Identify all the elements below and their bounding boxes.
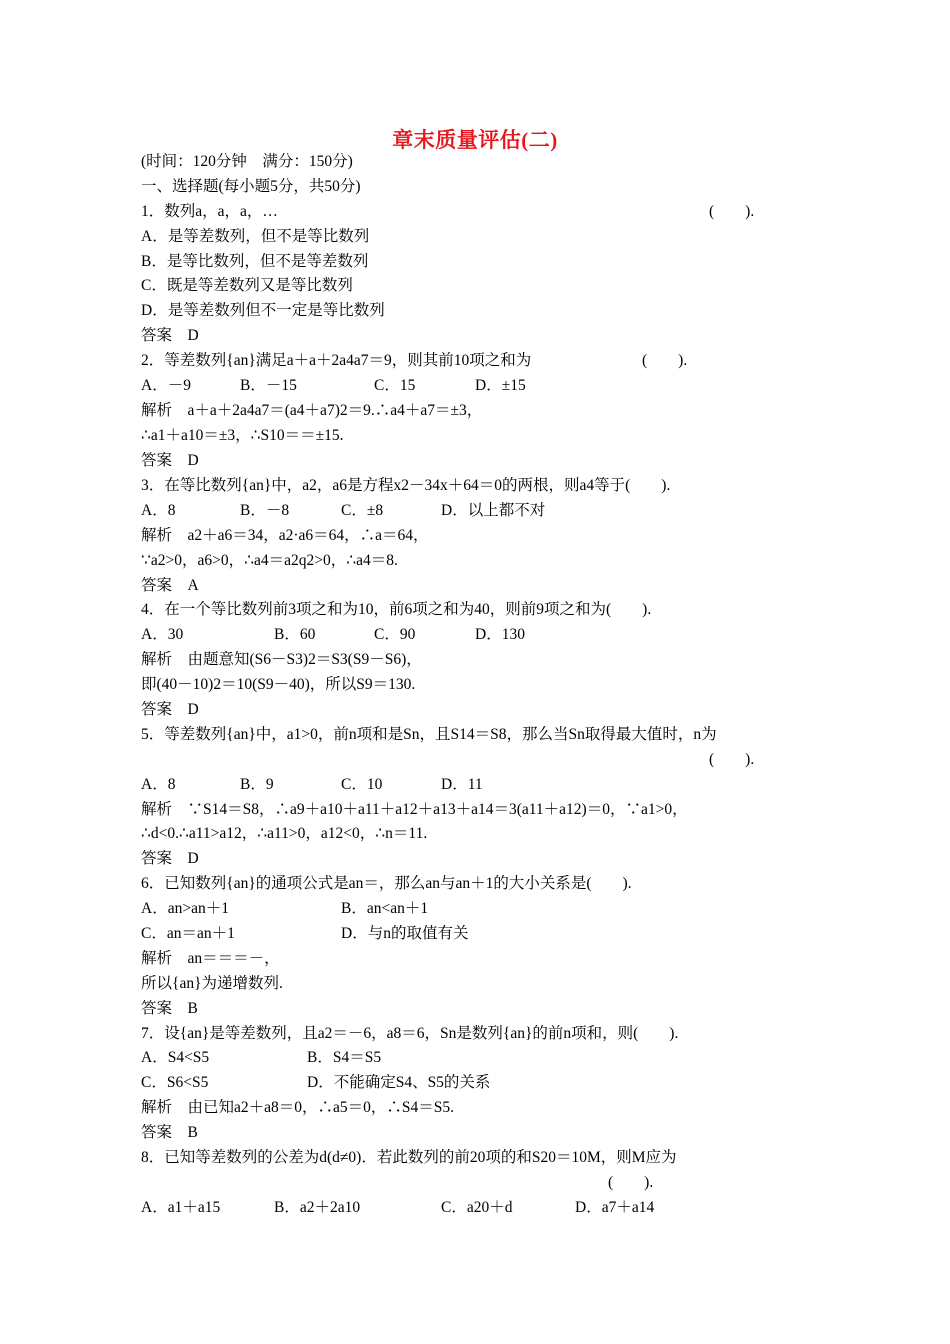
- q1-stem: 1．数列a，a，a，…: [141, 203, 278, 220]
- q3-option-a: A．8: [141, 502, 176, 519]
- q5-option-b: B．9: [240, 776, 274, 793]
- q3-analysis-2: ∵a2>0，a6>0，∴a4＝a2q2>0，∴a4＝8.: [141, 552, 398, 569]
- q8-stem: 8．已知等差数列的公差为d(d≠0)．若此数列的前20项的和S20＝10M，则M应为: [141, 1149, 677, 1166]
- q2-analysis-2: ∴a1＋a10＝±3，∴S10＝＝±15.: [141, 427, 344, 444]
- q2-option-b: B．－15: [240, 377, 297, 394]
- q1-option-d: D．是等差数列但不一定是等比数列: [141, 302, 385, 319]
- q1-answer: 答案 D: [141, 327, 199, 344]
- q3-answer: 答案 A: [141, 577, 199, 594]
- q2-analysis-1: 解析 a＋a＋2a4a7＝(a4＋a7)2＝9.∴a4＋a7＝±3，: [141, 402, 483, 419]
- q7-answer: 答案 B: [141, 1124, 198, 1141]
- q5-analysis-1: 解析 ∵S14＝S8，∴a9＋a10＋a11＋a12＋a13＋a14＝3(a11＋a12)＝0，∵a1>0，: [141, 801, 688, 818]
- q7-option-a: A．S4<S5: [141, 1049, 210, 1066]
- q7-analysis-1: 解析 由已知a2＋a8＝0，∴a5＝0，∴S4＝S5.: [141, 1099, 455, 1116]
- q7-options-row-2: [141, 1073, 841, 1093]
- q3-options: [141, 501, 841, 521]
- q2-option-c: C．15: [374, 377, 416, 394]
- q6-option-b: B．an<an＋1: [341, 900, 429, 917]
- q8-option-d: D．a7＋a14: [575, 1199, 655, 1216]
- q2-option-a: A．－9: [141, 377, 191, 394]
- q3-option-c: C．±8: [341, 502, 384, 519]
- q2-answer-blank: ( ).: [642, 352, 688, 369]
- q4-options: [141, 625, 841, 645]
- q8-options: [141, 1198, 841, 1218]
- q8-answer-blank: ( ).: [608, 1174, 654, 1191]
- exam-meta: (时间：120分钟 满分：150分): [141, 153, 353, 170]
- q7-option-d: D．不能确定S4、S5的关系: [307, 1074, 491, 1091]
- q3-option-b: B．－8: [240, 502, 290, 519]
- q3-analysis-1: 解析 a2＋a6＝34，a2·a6＝64，∴a＝64，: [141, 527, 429, 544]
- q6-option-a: A．an>an＋1: [141, 900, 229, 917]
- q4-option-d: D．130: [475, 626, 525, 643]
- q4-option-b: B．60: [274, 626, 316, 643]
- q7-option-b: B．S4＝S5: [307, 1049, 382, 1066]
- q1-option-c: C．既是等差数列又是等比数列: [141, 277, 353, 294]
- q4-answer: 答案 D: [141, 701, 199, 718]
- q3-option-d: D．以上都不对: [441, 502, 546, 519]
- section-heading: 一、选择题(每小题5分，共50分): [141, 178, 361, 195]
- q1-option-a: A．是等差数列，但不是等比数列: [141, 228, 370, 245]
- q1-answer-blank: ( ).: [709, 203, 755, 220]
- q2-options: [141, 376, 841, 396]
- q4-stem: 4．在一个等比数列前3项之和为10，前6项之和为40，则前9项之和为( ).: [141, 601, 652, 618]
- q5-option-d: D．11: [441, 776, 483, 793]
- q6-option-d: D．与n的取值有关: [341, 925, 469, 942]
- q5-answer: 答案 D: [141, 850, 199, 867]
- q2-stem: 2．等差数列{an}满足a＋a＋2a4a7＝9，则其前10项之和为: [141, 352, 532, 369]
- q6-analysis-1: 解析 an＝＝＝－，: [141, 950, 280, 967]
- q6-answer: 答案 B: [141, 1000, 198, 1017]
- q2-option-d: D．±15: [475, 377, 526, 394]
- q4-option-a: A．30: [141, 626, 184, 643]
- q5-options: [141, 775, 841, 795]
- q8-option-c: C．a20＋d: [441, 1199, 513, 1216]
- q5-stem: 5．等差数列{an}中，a1>0，前n项和是Sn，且S14＝S8，那么当Sn取得最大值时，n为: [141, 726, 717, 743]
- q8-option-a: A．a1＋a15: [141, 1199, 221, 1216]
- q3-stem: 3．在等比数列{an}中，a2，a6是方程x2－34x＋64＝0的两根，则a4等于( ).: [141, 477, 671, 494]
- q2-answer: 答案 D: [141, 452, 199, 469]
- q7-option-c: C．S6<S5: [141, 1074, 209, 1091]
- q5-option-c: C．10: [341, 776, 383, 793]
- q6-stem: 6．已知数列{an}的通项公式是an＝，那么an与an＋1的大小关系是( ).: [141, 875, 632, 892]
- q7-stem: 7．设{an}是等差数列，且a2＝－6，a8＝6，Sn是数列{an}的前n项和，则( ).: [141, 1025, 679, 1042]
- q5-analysis-2: ∴d<0.∴a11>a12，∴a11>0，a12<0，∴n＝11.: [141, 825, 428, 842]
- q1-option-b: B．是等比数列，但不是等差数列: [141, 253, 369, 270]
- page-title: 章末质量评估(二): [392, 128, 558, 152]
- q6-analysis-2: 所以{an}为递增数列.: [141, 975, 283, 992]
- q8-option-b: B．a2＋2a10: [274, 1199, 361, 1216]
- q6-options-row-1: [141, 899, 841, 919]
- q6-option-c: C．an＝an＋1: [141, 925, 235, 942]
- q5-answer-blank: ( ).: [709, 751, 755, 768]
- q5-option-a: A．8: [141, 776, 176, 793]
- q4-analysis-1: 解析 由题意知(S6－S3)2＝S3(S9－S6)，: [141, 651, 422, 668]
- q7-options-row-1: [141, 1048, 841, 1068]
- q4-analysis-2: 即(40－10)2＝10(S9－40)，所以S9＝130.: [141, 676, 416, 693]
- q4-option-c: C．90: [374, 626, 416, 643]
- q6-options-row-2: [141, 924, 841, 944]
